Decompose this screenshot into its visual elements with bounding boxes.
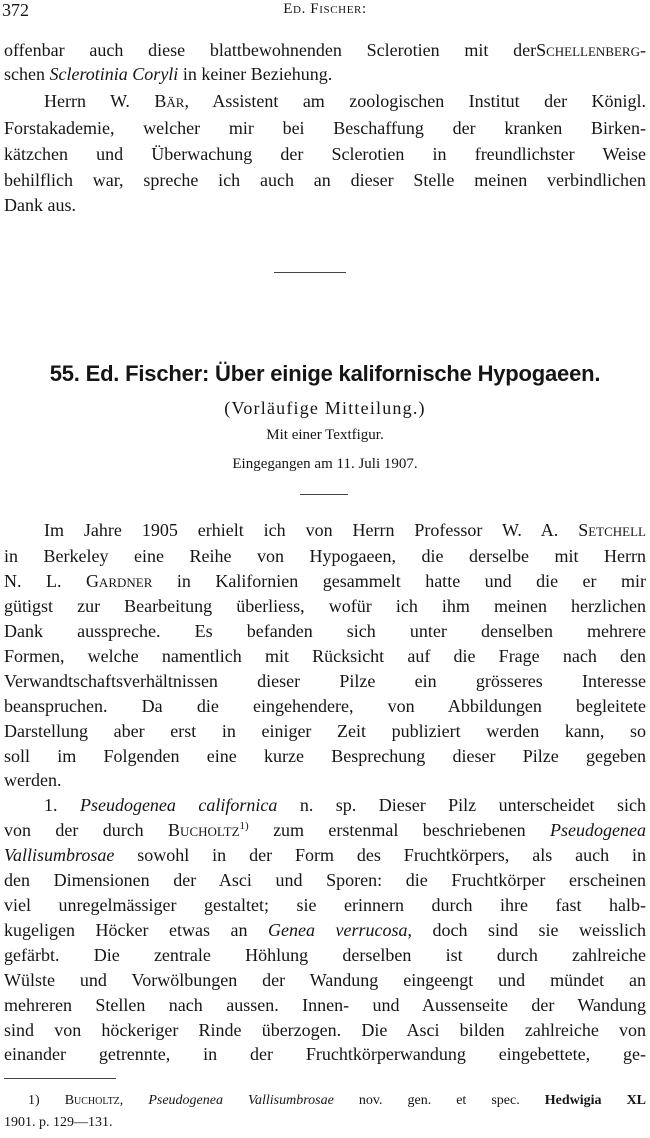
text-span: n. sp. Dieser Pilz unterscheidet sich: [299, 795, 646, 815]
text-span: zum erstenmal beschriebenen: [273, 820, 526, 840]
text-line: viel unregelmässiger gestaltet; sie erinnern durch ihre fast halb-: [4, 895, 646, 915]
author-name: Schellenberg: [536, 40, 640, 60]
text-line: kätzchen und Überwachung der Sclerotien in freundlichster Weise: [4, 144, 646, 164]
text-line: [4, 843, 646, 867]
text-span: in Kalifornien gesammelt hatte und die er mir: [176, 571, 647, 591]
text-span: nov. gen. et spec.: [358, 1093, 520, 1108]
text-span: Im Jahre 1905 erhielt ich von Herrn Professor W. A.: [44, 520, 559, 540]
text-line: [4, 918, 646, 942]
text-line: [4, 62, 646, 86]
page-header: [0, 0, 650, 24]
species-name: Pseudogenea: [550, 820, 647, 840]
footnote-line: 1901. p. 129—131.: [4, 1115, 113, 1130]
article-subtitle: (Vorläufige Mitteilung.): [224, 398, 426, 418]
page-number: 372: [2, 0, 29, 20]
text-span: , doch sind sie weisslich: [407, 920, 646, 940]
text-line: Verwandtschaftsverhältnissen dieser Pilze ein grösseres Interesse: [4, 671, 646, 691]
text-line: gefärbt. Die zentrale Höhlung derselben ist durch zahlreiche: [4, 945, 646, 965]
footnote-marker: 1): [28, 1093, 40, 1108]
species-name: Genea verrucosa: [267, 920, 408, 940]
footnote-rule: [4, 1078, 116, 1079]
figure-note: Mit einer Textfigur.: [266, 427, 384, 443]
text-line: [4, 818, 646, 842]
text-line: [4, 569, 646, 593]
text-span: sowohl in der Form des Fruchtkörpers, als auch in: [137, 845, 646, 865]
footnote-line: 1) Bucholtz, Pseudogenea Vallisumbrosae nov. gen. et spec. Hedwigia XL: [28, 1093, 647, 1108]
species-name: Sclerotinia Coryli: [49, 64, 179, 84]
text-line: offenbar auch diese blattbewohnenden Sclerotien mit derSchellenberg-: [4, 40, 646, 60]
person-name: Bucholtz: [168, 820, 240, 840]
text-span: kugeligen Höcker etwas an: [4, 920, 248, 940]
text-line: Formen, welche namentlich mit Rücksicht auf die Frage nach den: [4, 646, 646, 666]
journal-name: Hedwigia XL: [544, 1093, 647, 1108]
text-line: Dank ausspreche. Es befanden sich unter denselben mehrere: [4, 621, 646, 641]
list-number: 1.: [44, 795, 58, 815]
text-line: gütigst zur Bearbeitung überliess, wofür ich ihm meinen herzlichen: [4, 596, 646, 616]
text-line: Dank aus.: [4, 195, 76, 215]
text-line: soll im Folgenden eine kurze Besprechung dieser Pilze gegeben: [4, 746, 646, 766]
section-divider: [274, 272, 346, 273]
text-line: mehreren Stellen nach aussen. Innen- und Aussenseite der Wandung: [4, 995, 646, 1015]
person-name: Bucholtz: [64, 1093, 120, 1108]
species-name: Vallisumbrosae: [4, 845, 115, 865]
text-line: [44, 89, 646, 113]
person-name: Setchell: [578, 520, 646, 540]
text-span: von der durch: [4, 820, 144, 840]
footnote-ref: 1): [239, 820, 249, 832]
text-line: einander getrennte, in der Fruchtkörperwandung eingebettete, ge-: [4, 1044, 646, 1064]
text-line: behilflich war, spreche ich auch an dieser Stelle meinen verbindlichen: [4, 170, 646, 190]
text-span: in keiner Beziehung.: [182, 64, 333, 84]
text-line: [44, 518, 646, 542]
text-span: N. L.: [4, 571, 62, 591]
received-date: Eingegangen am 11. Juli 1907.: [232, 456, 418, 472]
text-span: , Assistent am zoologischen Institut der Königl.: [184, 91, 646, 111]
text-line: werden.: [4, 770, 62, 790]
heading-divider: [300, 494, 348, 495]
running-head: Ed. Fischer:: [283, 1, 367, 17]
text-line: sind von höckeriger Rinde überzogen. Die Asci bilden zahlreiche von: [4, 1020, 646, 1040]
text-line: Darstellung aber erst in einiger Zeit publiziert werden kann, so: [4, 721, 646, 741]
article-title: 55. Ed. Fischer: Über einige kalifornische Hypogaeen.: [49, 361, 601, 386]
text-line: in Berkeley eine Reihe von Hypogaeen, die derselbe mit Herrn: [4, 546, 646, 566]
person-name: Gardner: [85, 571, 153, 591]
text-line: beanspruchen. Da die eingehendere, von Abbildungen begleitete: [4, 696, 646, 716]
text-line: Wülste und Vorwölbungen der Wandung eingeengt und mündet an: [4, 970, 646, 990]
species-name: Pseudogenea Vallisumbrosae: [148, 1093, 334, 1108]
text-line: Forstakademie, welcher mir bei Beschaffung der kranken Birken-: [4, 118, 646, 138]
text-line: den Dimensionen der Asci und Sporen: die Fruchtkörper erscheinen: [4, 870, 646, 890]
text-span: Herrn W.: [44, 91, 130, 111]
text-span: offenbar auch diese blattbewohnenden Sclerotien mit der: [4, 40, 537, 60]
species-name: Pseudogenea californica: [79, 795, 278, 815]
person-name: Bär: [154, 91, 185, 111]
text-span: schen: [4, 64, 45, 84]
text-line: [44, 793, 646, 817]
